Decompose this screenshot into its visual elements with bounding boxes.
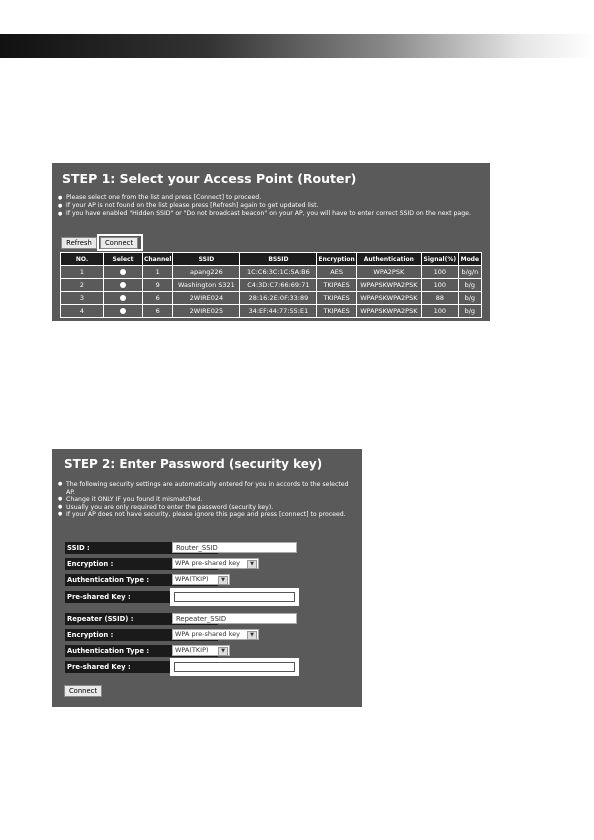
signal-cell: 100	[421, 266, 458, 279]
table-header-row	[61, 253, 482, 266]
auth-type-select-value: WPA(TKIP)	[175, 575, 209, 583]
connect-button[interactable]: Connect	[64, 685, 102, 697]
select-cell	[104, 279, 143, 292]
step2-instruction: ● Change it ONLY IF you found it mismatched.	[58, 496, 358, 504]
step2-instruction: ● Usually you are only required to enter the password (security key).	[58, 504, 358, 512]
ssid-label: SSID :	[65, 542, 218, 554]
psk-input[interactable]	[170, 588, 299, 606]
select-cell	[104, 305, 143, 318]
step1-title: STEP 1: Select your Access Point (Router)	[62, 171, 357, 186]
bssid-cell: 1C:C6:3C:1C:5A:B6	[240, 266, 317, 279]
psk-label: Pre-shared Key :	[65, 591, 218, 603]
step2-instruction: ● If your AP does not have security, please ignore this page and press [connect] to proceed.	[58, 511, 358, 519]
row-number: 3	[61, 292, 104, 305]
encryption-cell: TKIPAES	[317, 279, 356, 292]
authentication-cell: WPAPSKWPA2PSK	[356, 305, 421, 318]
column-header: Authentication	[356, 253, 421, 266]
step1-instruction: ● If you have enabled "Hidden SSID" or "Do not broadcast beacon" on your AP, you will have to enter correct SSID on the next page.	[58, 210, 488, 218]
ssid-cell: Washington S321	[173, 279, 240, 292]
encryption2-select-value: WPA pre-shared key	[175, 630, 241, 638]
step2-title: STEP 2: Enter Password (security key)	[64, 457, 323, 471]
select-radio[interactable]	[120, 295, 126, 301]
header-gradient-bar	[0, 34, 594, 58]
auth-type2-select[interactable]	[172, 645, 230, 656]
select-cell	[104, 292, 143, 305]
step2-panel	[52, 449, 362, 707]
column-header: NO.	[61, 253, 104, 266]
select-radio[interactable]	[120, 269, 126, 275]
table-row[interactable]	[61, 266, 482, 279]
select-radio[interactable]	[120, 282, 126, 288]
channel-cell: 6	[143, 292, 173, 305]
row-number: 2	[61, 279, 104, 292]
chevron-down-icon: ▼	[218, 576, 228, 585]
authentication-cell: WPA2PSK	[356, 266, 421, 279]
auth-type-select[interactable]	[172, 574, 230, 585]
repeater-label: Repeater (SSID) :	[65, 613, 218, 625]
chevron-down-icon: ▼	[218, 647, 228, 656]
encryption2-select[interactable]	[172, 629, 259, 640]
mode-cell: b/g	[458, 305, 481, 318]
authentication-cell: WPAPSKWPA2PSK	[356, 292, 421, 305]
column-header: Select	[104, 253, 143, 266]
table-row[interactable]	[61, 279, 482, 292]
step1-instruction: ● Please select one from the list and press [Connect] to proceed.	[58, 194, 488, 202]
repeater-ssid-input[interactable]: Repeater_SSID	[172, 613, 297, 624]
column-header: SSID	[173, 253, 240, 266]
column-header: BSSID	[240, 253, 317, 266]
mode-cell: b/g	[458, 292, 481, 305]
row-number: 4	[61, 305, 104, 318]
ssid-input[interactable]: Router_SSID	[172, 542, 297, 553]
access-point-table	[60, 252, 482, 318]
chevron-down-icon: ▼	[247, 560, 257, 569]
encryption2-label: Encryption :	[65, 629, 218, 641]
psk-input-field	[174, 592, 295, 602]
refresh-button[interactable]: Refresh	[61, 237, 97, 249]
signal-cell: 100	[421, 305, 458, 318]
step1-instruction: ● If your AP is not found on the list please press [Refresh] again to get updated list.	[58, 202, 488, 210]
encryption-cell: TKIPAES	[317, 292, 356, 305]
encryption-select[interactable]	[172, 558, 259, 569]
bssid-cell: 34:EF:44:77:55:E1	[240, 305, 317, 318]
ssid-cell: 2WIRE025	[173, 305, 240, 318]
column-header: Mode	[458, 253, 481, 266]
column-header: Channel	[143, 253, 173, 266]
row-number: 1	[61, 266, 104, 279]
mode-cell: b/g	[458, 279, 481, 292]
encryption-cell: AES	[317, 266, 356, 279]
mode-cell: b/g/n	[458, 266, 481, 279]
connect-button[interactable]: Connect	[100, 237, 138, 249]
authentication-cell: WPAPSKWPA2PSK	[356, 279, 421, 292]
select-radio[interactable]	[120, 308, 126, 314]
column-header: Encryption	[317, 253, 356, 266]
psk2-input-field	[174, 662, 295, 672]
auth-type-label: Authentication Type :	[65, 574, 218, 586]
table-row[interactable]	[61, 292, 482, 305]
auth-type2-select-value: WPA(TKIP)	[175, 646, 209, 654]
encryption-cell: TKIPAES	[317, 305, 356, 318]
column-header: Signal(%)	[421, 253, 458, 266]
channel-cell: 9	[143, 279, 173, 292]
bssid-cell: 28:16:2E:0F:33:89	[240, 292, 317, 305]
psk2-label: Pre-shared Key :	[65, 661, 218, 673]
encryption-label: Encryption :	[65, 558, 218, 570]
ssid-cell: 2WIRE024	[173, 292, 240, 305]
bssid-cell: C4:3D:C7:66:69:71	[240, 279, 317, 292]
encryption-select-value: WPA pre-shared key	[175, 559, 241, 567]
signal-cell: 100	[421, 279, 458, 292]
channel-cell: 1	[143, 266, 173, 279]
channel-cell: 6	[143, 305, 173, 318]
step2-instruction: ● The following security settings are automatically entered for you in accords to the selected AP.	[58, 481, 358, 496]
step2-instructions	[58, 481, 358, 519]
psk2-input[interactable]	[170, 658, 299, 676]
signal-cell: 88	[421, 292, 458, 305]
auth-type2-label: Authentication Type :	[65, 645, 218, 657]
table-row[interactable]	[61, 305, 482, 318]
step1-instructions	[58, 194, 488, 218]
ssid-cell: apang226	[173, 266, 240, 279]
select-cell	[104, 266, 143, 279]
chevron-down-icon: ▼	[247, 631, 257, 640]
